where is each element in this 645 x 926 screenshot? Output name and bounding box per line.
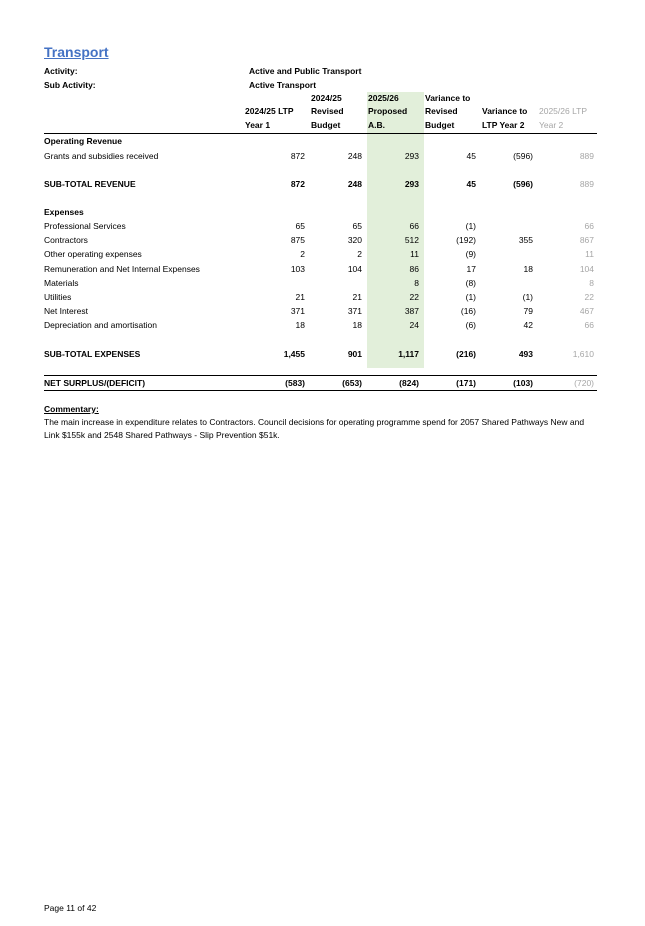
table-row — [44, 262, 597, 276]
cell-value: 104 — [347, 263, 362, 274]
cell-value: 889 — [579, 150, 594, 161]
cell-value: (720) — [536, 375, 597, 390]
cell-value: 512 — [404, 235, 419, 246]
cell-value: 65 — [295, 221, 305, 232]
cell-value: (824) — [365, 375, 422, 390]
cell-value: 1,117 — [398, 348, 419, 359]
cell-value: (596) — [513, 150, 533, 161]
commentary-heading: Commentary: — [44, 404, 99, 414]
row-label: Depreciation and amortisation — [44, 320, 157, 331]
section-label: Expenses — [44, 206, 84, 217]
cell-value — [308, 276, 365, 290]
cell-value: 79 — [523, 306, 533, 317]
cell-value: 21 — [295, 292, 305, 302]
cell-value: 2 — [300, 249, 305, 260]
row-label: Net Interest — [44, 306, 88, 317]
commentary-text: The main increase in expenditure relates to Contractors. Council decisions for operating programme spend for 2057 Shared Pathways New and Link $155k and 2548 Shared Pathways - Slip Prevention $51k. — [44, 417, 585, 440]
cell-value: 22 — [584, 292, 594, 302]
cell-value: 66 — [584, 221, 594, 232]
cell-value: 18 — [352, 320, 362, 331]
cell-value: (653) — [308, 375, 365, 390]
header-blank — [44, 92, 242, 134]
cell-value: 86 — [409, 263, 419, 274]
table-row — [44, 304, 597, 318]
row-label: Remuneration and Net Internal Expenses — [44, 263, 200, 274]
cell-value: 24 — [409, 320, 419, 331]
cell-value: 8 — [414, 277, 419, 288]
sub-activity-value: Active Transport — [249, 80, 317, 90]
cell-value: 11 — [585, 249, 594, 260]
cell-value: 901 — [347, 348, 362, 359]
col-header-ltp-year1: 2024/25 LTP Year 1 — [242, 92, 308, 134]
row-label: Utilities — [44, 292, 72, 302]
cell-value: 11 — [410, 249, 419, 260]
activity-value: Active and Public Transport — [249, 66, 362, 76]
row-label: Professional Services — [44, 221, 126, 232]
cell-value: 66 — [409, 221, 419, 232]
cell-value: 18 — [295, 320, 305, 331]
cell-value: 2 — [357, 249, 362, 260]
cell-value — [479, 219, 536, 233]
cell-value: (192) — [456, 235, 476, 246]
row-label: NET SURPLUS/(DEFICIT) — [44, 375, 242, 390]
cell-value: 45 — [466, 150, 476, 161]
cell-value: (583) — [242, 375, 308, 390]
sub-activity-row — [44, 80, 317, 90]
table-row — [44, 219, 597, 233]
row-label: SUB-TOTAL REVENUE — [44, 178, 136, 189]
row-label: Grants and subsidies received — [44, 150, 159, 161]
cell-value: 8 — [589, 277, 594, 288]
cell-value: (1) — [522, 292, 533, 302]
cell-value: 66 — [584, 320, 594, 331]
col-header-proposed-ab: 2025/26 Proposed A.B. — [365, 92, 422, 134]
table-row — [44, 148, 597, 162]
cell-value: (596) — [513, 178, 533, 189]
table-row — [44, 276, 597, 290]
table-row — [44, 290, 597, 304]
row-label: SUB-TOTAL EXPENSES — [44, 348, 141, 359]
col-header-revised-budget: 2024/25 Revised Budget — [308, 92, 365, 134]
cell-value: 872 — [290, 178, 305, 189]
cell-value: 467 — [579, 306, 594, 317]
commentary — [44, 403, 594, 442]
cell-value: 355 — [518, 235, 533, 246]
activity-label: Activity: — [44, 66, 78, 76]
cell-value: 875 — [290, 235, 305, 246]
cell-value: 293 — [404, 178, 419, 189]
col-header-variance-ltp: Variance to LTP Year 2 — [479, 92, 536, 134]
table-row — [44, 233, 597, 247]
section-label: Operating Revenue — [44, 136, 122, 147]
cell-value: (216) — [456, 348, 476, 359]
page-number: Page 11 of 42 — [44, 903, 97, 913]
cell-value: 293 — [404, 150, 419, 161]
subtotal-expenses-row — [44, 346, 597, 360]
cell-value: 320 — [347, 235, 362, 246]
subtotal-revenue-row — [44, 177, 597, 191]
cell-value: 248 — [347, 150, 362, 161]
page-title: Transport — [44, 44, 109, 60]
budget-table — [44, 92, 597, 391]
sub-activity-label: Sub Activity: — [44, 80, 96, 90]
section-expenses — [44, 205, 597, 219]
cell-value: 371 — [290, 306, 305, 317]
cell-value — [479, 247, 536, 261]
table-row — [44, 247, 597, 261]
net-surplus-row — [44, 375, 597, 390]
cell-value: 1,610 — [572, 348, 594, 359]
cell-value: 493 — [518, 348, 533, 359]
cell-value: 22 — [409, 292, 419, 302]
row-label: Other operating expenses — [44, 249, 142, 260]
row-label: Materials — [44, 277, 79, 288]
cell-value: 371 — [347, 306, 362, 317]
cell-value — [242, 276, 308, 290]
col-header-ltp-year2: 2025/26 LTP Year 2 — [536, 92, 597, 134]
cell-value: (1) — [465, 292, 476, 302]
cell-value: (6) — [465, 320, 476, 331]
cell-value: 42 — [523, 320, 533, 331]
cell-value: (171) — [422, 375, 479, 390]
cell-value: 104 — [579, 263, 594, 274]
cell-value: 18 — [523, 263, 533, 274]
cell-value: 1,455 — [283, 348, 305, 359]
cell-value: (1) — [465, 221, 476, 232]
cell-value: 17 — [466, 263, 476, 274]
cell-value: 103 — [290, 263, 305, 274]
cell-value: (9) — [465, 249, 476, 260]
cell-value: (103) — [479, 375, 536, 390]
activity-row — [44, 66, 362, 76]
column-header-row — [44, 92, 597, 134]
table-row — [44, 318, 597, 332]
cell-value — [479, 276, 536, 290]
cell-value: 65 — [352, 221, 362, 232]
cell-value: 867 — [579, 235, 594, 246]
cell-value: (16) — [460, 306, 476, 317]
cell-value: 21 — [352, 292, 362, 302]
col-header-variance-revised: Variance to Revised Budget — [422, 92, 479, 134]
cell-value: (8) — [465, 277, 476, 288]
row-label: Contractors — [44, 235, 88, 246]
cell-value: 872 — [290, 150, 305, 161]
cell-value: 387 — [404, 306, 419, 317]
cell-value: 889 — [579, 178, 594, 189]
section-operating-revenue — [44, 134, 597, 149]
cell-value: 248 — [347, 178, 362, 189]
cell-value: 45 — [466, 178, 476, 189]
